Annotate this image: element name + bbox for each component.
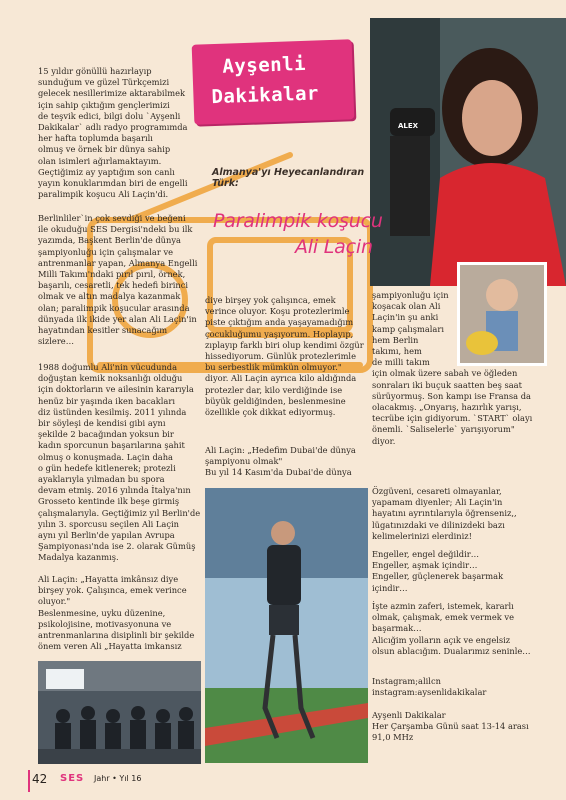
berlin-paragraph: Berlinliler`in çok sevdiği ve beğeni ile okuduğu SES Dergisi'ndeki bu ilk yazımda, Başkent Berlin'de dünya şampiyonluğu için çalışmalar ve antrenmanlar yapan, Almanya Engelli Milli Takımı'ndaki pırıl pırıl, örnek, başarılı, cesaretli, tek hedefi birinci olmak ve altın madalya kazanmak olan; paralimpik koşucular arasında dünyada ilk ikide yer alan Ali Laçin'in hayatından kesitler sunacağım sizlere…	[38, 213, 198, 347]
article-title-line-1: Paralimpik koşucu	[213, 210, 383, 232]
microphone-label: ALEX	[398, 122, 419, 130]
column-badge	[192, 39, 355, 125]
instagram-handles: Instagram;alilcn instagram:aysenlidakikalar	[372, 676, 487, 698]
runner-photo	[205, 488, 368, 763]
intro-paragraph: 15 yıldır gönüllü hazırlayıp sunduğum ve güzel Türkçemizi gelecek nesillerimize aktarabilmek için sahip çıktığım gençlerimizi de teşvik edici, bilgi dolu `Ayşenli Dakikalar` adlı radyo programımda her hafta toplumda başarılı olmuş ve örnek bir dünya sahip olan isimleri ağırlamaktayım. Geçtiğimiz ay yaptığım son canlı yayın konuklarımdan biri de engelli paralimpik koşucu Ali Laçin'di.	[38, 66, 188, 200]
courage-paragraph: Özgüveni, cesareti olmayanlar, yapamam diyenler; Ali Laçin'in hayatını ayrıntılarıyla öğrenseniz,, lügatınızdaki ve dilinizdeki bazı kelimelerinizi elerdiniz!	[372, 486, 517, 541]
obstacles-list: Engeller, engel değildir… Engeller, aşmak içindir… Engeller, güçlenerek başarmak içindir…	[372, 549, 504, 593]
badge-line-2: Dakikalar	[211, 82, 320, 109]
badge-line-1: Ayşenli	[222, 52, 307, 78]
article-title-line-2: Ali Laçin	[295, 236, 373, 258]
issue-label: Jahr • Yıl 16	[94, 774, 142, 783]
team-photo	[38, 661, 201, 764]
closing-paragraph: İşte azmin zaferi, istemek, kararlı olmak, çalışmak, emek vermek ve başarmak… Alicığim yolların açık ve engelsiz olsun ablacığım. Dualarımız seninle…	[372, 601, 531, 656]
camp-paragraph: şampiyonluğu için koşacak olan Ali Laçin'in şu anki kamp çalışmaları hem Berlin takımı, hem de milli takım için olmak üzere sabah ve öğleden sonraları iki buçuk saatten beş saat sürüyormuş. Son kampı ise Fransa da olacakmış. „Onyarış, hazırlık yarışı, tecrübe için gidiyorum. `START` olayı önemli. `Saliselerle` yarışıyorum" diyor.	[372, 290, 533, 446]
article-kicker: Almanya'yı Heyecanlandıran Türk:	[212, 167, 365, 189]
goal-paragraph: Ali Laçin: „Hedefim Dubai'de dünya şampiyonu olmak" Bu yıl 14 Kasım'da Dubai'de dünya	[205, 445, 356, 478]
running-paragraph: diye birşey yok çalışınca, emek verince oluyor. Koşu protezlerimle piste çıktığım anda yaşayamadığım çocukluğumu yaşıyorum. Hoplayıp, zıplayıp farklı biri olup kendimi özgür hissediyorum. Günlük protezlerimle bu serbestlik mümkün olmuyor." diyor. Ali Laçin ayrıca kilo aldığında protezler dar, kilo verdiğinde ise büyük geldiğinden, beslenmesine özellikle çok dikkat ediyormuş.	[205, 295, 364, 418]
footer-accent	[28, 770, 30, 792]
magazine-logo: SES	[60, 773, 85, 784]
host-photo	[370, 18, 566, 286]
page-number: 42	[32, 772, 48, 786]
biography-paragraph: 1988 doğumlu Ali'nin vücudunda doğuştan kemik noksanlığı olduğu için doktorların ve ailesinin kararıyla henüz bir yaşında iken bacakları diz üstünden kesilmiş. 2011 yılında bir söyleşi de kendisi gibi aynı şekilde 2 bacağından yoksun bir kadın sporcunun başarılarına şahit olmuş o konuşmada. Laçin daha o gün hedefe kitlenerek; protezli ayaklarıyla yılmadan bu spora devam etmiş. 2016 yılında İtalya'nın Grosseto kentinde ilk beşe girmiş çalışmalarıyla. Geçtiğimiz yıl Berlin'de yılın 3. sporcusu seçilen Ali Laçin aynı yıl Berlin'de yapılan Avrupa Şampiyonası'nda ise 2. olarak Gümüş Madalya kazanmış.	[38, 362, 201, 563]
quote-paragraph: Ali Laçin: „Hayatta imkânsız diye birşey yok. Çalışınca, emek verince oluyor." Beslenmesine, uyku düzenine, psikolojisine, motivasyonuna ve antrenmanlarına disiplinli bir şekilde önem veren Ali „Hayatta imkansız	[38, 574, 195, 652]
program-signature: Ayşenli Dakikalar Her Çarşamba Günü saat 13-14 arası 91,0 MHz	[372, 710, 529, 743]
